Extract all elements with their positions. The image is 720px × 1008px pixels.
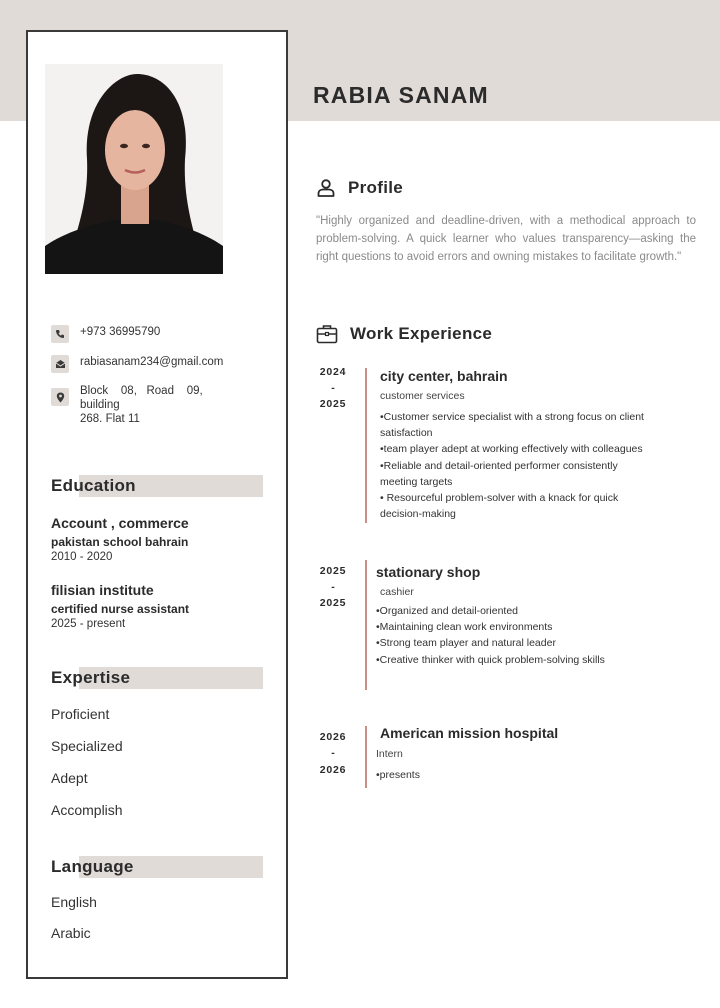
- expertise-item: Proficient: [51, 706, 110, 722]
- contact-email-row: [51, 355, 223, 373]
- job-bullets: [376, 767, 420, 783]
- work-experience-heading: Work Experience: [316, 323, 492, 345]
- address-line-1: Block 08, Road 09,: [80, 385, 203, 397]
- language-item: Arabic: [51, 925, 91, 941]
- phone-number[interactable]: +973 36995790: [80, 326, 161, 338]
- job-start-year: 2024: [319, 366, 347, 378]
- profile-summary: "Highly organized and deadline-driven, with a methodical approach to problem-solving. A quick learner who values transparency—asking the right questions to avoid errors and owning mistakes to facilitate growth.": [316, 215, 696, 263]
- person-icon: [316, 178, 336, 198]
- education-degree: Account , commerce: [51, 515, 189, 531]
- expertise-heading: Expertise: [51, 667, 263, 689]
- job-bullet: •Creative thinker with quick problem-solving skills: [376, 653, 605, 666]
- job-role: Intern: [376, 748, 403, 760]
- job-date-separator: -: [331, 382, 335, 394]
- job-bullets: [380, 409, 644, 522]
- email-icon: [51, 355, 69, 373]
- job-end-year: 2025: [319, 398, 347, 410]
- job-bullet: •Organized and detail-oriented: [376, 605, 519, 617]
- job-start-year: 2025: [319, 565, 347, 577]
- expertise-item: Specialized: [51, 738, 123, 754]
- address: [80, 384, 208, 426]
- job-bullet: meeting targets: [380, 475, 453, 488]
- job-bullet: •Maintaining clean work environments: [376, 621, 553, 634]
- job-bullet: satisfaction: [380, 427, 433, 440]
- full-name: RABIA SANAM: [313, 82, 489, 108]
- expertise-item: Accomplish: [51, 802, 123, 818]
- education-heading: Education: [51, 475, 263, 497]
- contact-phone-row: [51, 325, 160, 343]
- language-heading: Language: [51, 856, 263, 878]
- job-bullet: • Resourceful problem-solver with a knack for quick: [380, 492, 619, 505]
- education-dates: 2025 - present: [51, 618, 126, 630]
- job-title: city center, bahrain: [380, 368, 508, 384]
- briefcase-icon: [316, 323, 338, 345]
- language-item: English: [51, 894, 97, 910]
- location-pin-icon: [51, 388, 69, 406]
- education-school: certified nurse assistant: [51, 602, 190, 616]
- job-bullets: [376, 603, 605, 668]
- job-bullet: •Customer service specialist with a strong focus on client: [380, 411, 644, 423]
- expertise-item: Adept: [51, 770, 88, 786]
- profile-photo: [45, 64, 223, 274]
- job-date-separator: -: [331, 581, 335, 593]
- job-bullet: decision-making: [380, 508, 456, 521]
- contact-address-row: [51, 384, 208, 426]
- profile-heading: Profile: [316, 178, 403, 198]
- education-school: pakistan school bahrain: [51, 535, 189, 549]
- education-degree: filisian institute: [51, 582, 154, 598]
- job-date-separator: -: [331, 747, 335, 759]
- job-bullet: •presents: [376, 769, 420, 781]
- timeline-line: [365, 560, 367, 690]
- address-line-3: 268. Flat 11: [80, 413, 140, 425]
- timeline-line: [365, 368, 367, 523]
- job-start-year: 2026: [319, 731, 347, 743]
- job-bullet: •Strong team player and natural leader: [376, 637, 556, 650]
- job-role: cashier: [380, 586, 414, 598]
- job-bullet: •Reliable and detail-oriented performer consistently: [380, 459, 618, 472]
- job-title: American mission hospital: [380, 725, 559, 741]
- job-end-year: 2026: [319, 764, 347, 776]
- timeline-line: [365, 726, 367, 788]
- email-address[interactable]: rabiasanam234@gmail.com: [80, 356, 224, 368]
- phone-icon: [51, 325, 69, 343]
- person-portrait-icon: [45, 64, 223, 274]
- address-line-2: building: [80, 399, 120, 411]
- job-role: customer services: [380, 390, 465, 402]
- job-end-year: 2025: [319, 597, 347, 609]
- education-dates: 2010 - 2020: [51, 551, 113, 563]
- job-title: stationary shop: [376, 564, 481, 580]
- job-bullet: •team player adept at working effectively with colleagues: [380, 443, 643, 456]
